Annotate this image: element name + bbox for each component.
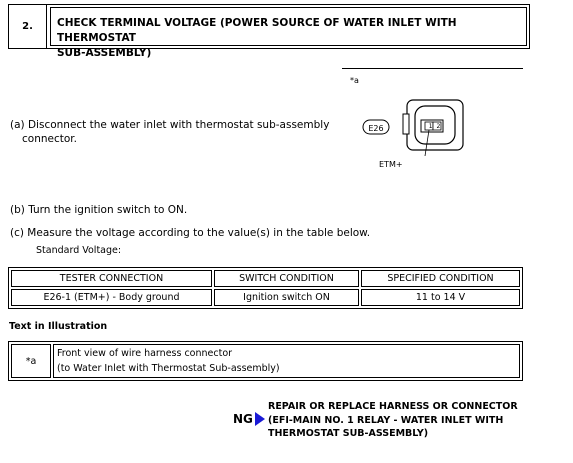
legend-desc-line2: (to Water Inlet with Thermostat Sub-assembly)	[57, 363, 280, 374]
legend-table	[8, 341, 523, 381]
header-specified-condition: SPECIFIED CONDITION	[361, 270, 520, 287]
standard-voltage-label: Standard Voltage:	[36, 245, 122, 256]
ng-arrow-icon	[255, 412, 265, 426]
ng-label: NG	[233, 412, 253, 426]
legend-desc-line1: Front view of wire harness connector	[57, 348, 233, 359]
cell-tester-connection: E26-1 (ETM+) - Body ground	[11, 289, 212, 306]
table-row	[11, 289, 520, 306]
cell-switch-condition: Ignition switch ON	[214, 289, 359, 306]
illustration-marker: *a	[350, 76, 359, 85]
ng-result-line1: REPAIR OR REPLACE HARNESS OR CONNECTOR	[268, 401, 518, 412]
instruction-c: (c) Measure the voltage according to the value(s) in the table below.	[10, 227, 371, 239]
illustration-top-rule	[342, 68, 523, 69]
step-title-line1: CHECK TERMINAL VOLTAGE (POWER SOURCE OF WATER INLET WITH THERMOSTAT	[57, 17, 457, 44]
step-header	[8, 4, 530, 59]
step-title	[57, 16, 522, 61]
step-title-line2: SUB-ASSEMBLY)	[57, 47, 152, 59]
terminal-numbers: 1 2	[428, 123, 442, 130]
terminal-label: ETM+	[379, 160, 403, 169]
legend-heading: Text in Illustration	[9, 321, 108, 332]
legend-row	[11, 344, 520, 378]
cell-specified-condition: 11 to 14 V	[361, 289, 520, 306]
header-switch-condition: SWITCH CONDITION	[214, 270, 359, 287]
instruction-b: (b) Turn the ignition switch to ON.	[10, 204, 188, 216]
ng-result-line3: THERMOSTAT SUB-ASSEMBLY)	[268, 428, 429, 439]
step-number: 2.	[9, 5, 47, 48]
instruction-a-line2: connector.	[22, 133, 77, 145]
legend-description	[53, 344, 520, 378]
instruction-a-line1: (a) Disconnect the water inlet with thermostat sub-assembly	[10, 119, 330, 131]
connector-code: E26	[368, 124, 384, 133]
ng-result-text	[268, 400, 558, 441]
ng-result-line2: (EFI-MAIN NO. 1 RELAY - WATER INLET WITH	[268, 414, 504, 426]
table-header-row	[11, 270, 520, 287]
step-title-box	[50, 7, 527, 59]
standard-voltage-table	[8, 267, 523, 309]
legend-code: *a	[11, 344, 51, 378]
header-tester-connection: TESTER CONNECTION	[11, 270, 212, 287]
